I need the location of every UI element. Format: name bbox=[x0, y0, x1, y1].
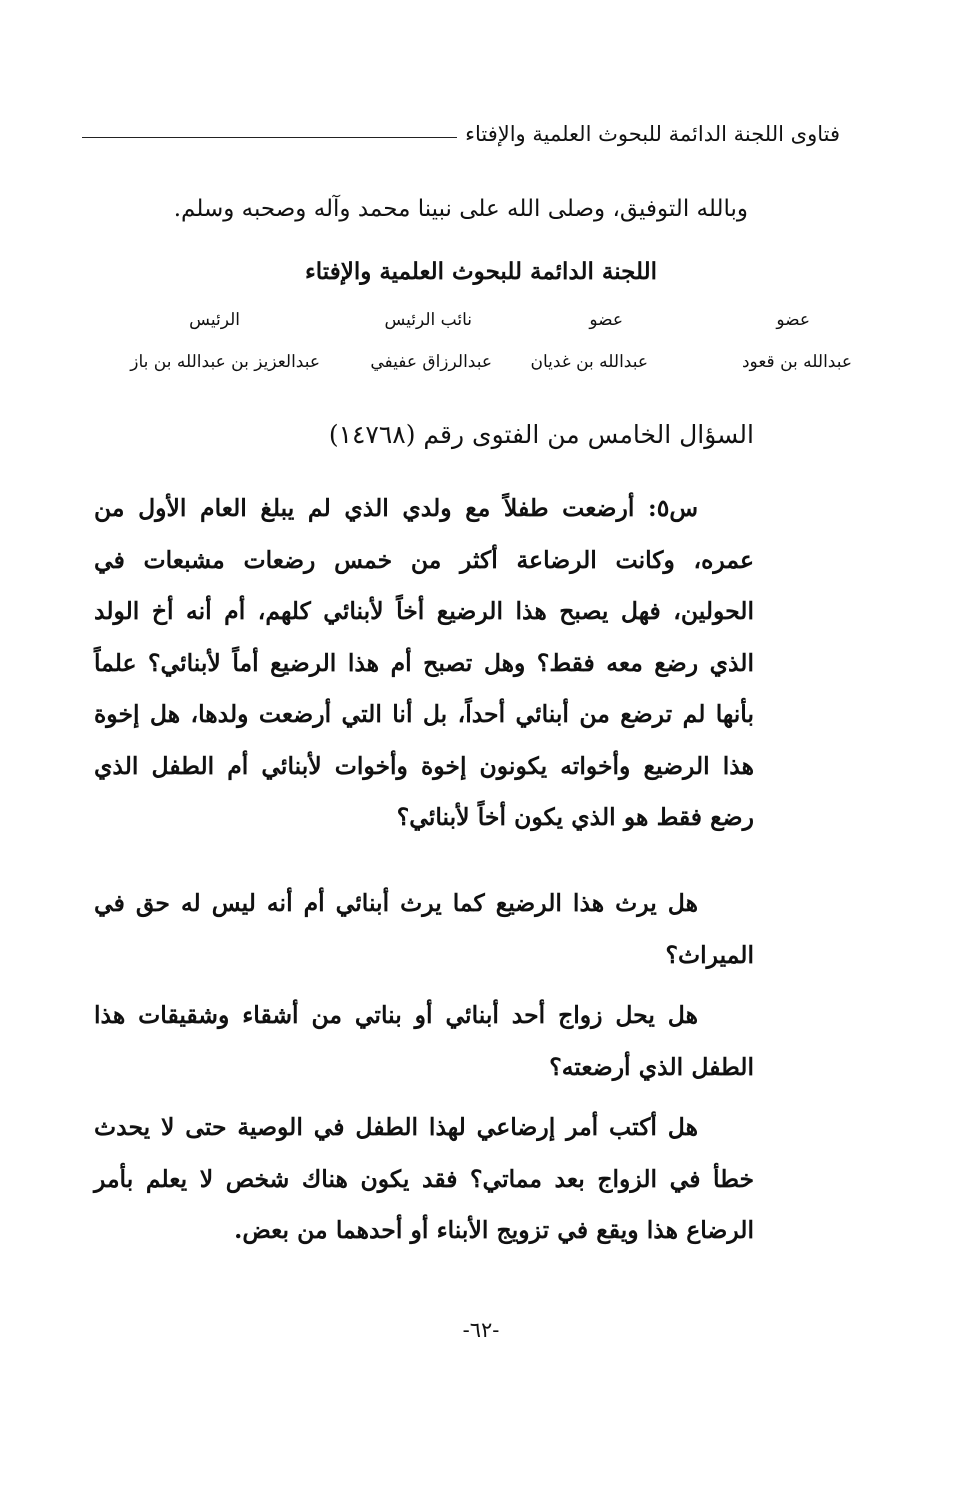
signatory-name: عبدالرزاق عفيفي bbox=[370, 352, 492, 372]
question-heading: السؤال الخامس من الفتوى رقم (١٤٧٦٨) bbox=[328, 420, 754, 449]
signatory-names bbox=[110, 352, 852, 378]
signatory-role: نائب الرئيس bbox=[384, 310, 472, 330]
question-paragraph: س٥: أرضعت طفلاً مع ولدي الذي لم يبلغ العام الأول من عمره، وكانت الرضاعة أكثر من خمس رضعات مشبعات في الحولين، فهل يصبح هذا الرضيع أخاً لأبنائي كلهم، أم أنه أخ الولد الذي رضع معه فقط؟ وهل تصبح أم هذا الرضيع أماً لأبنائي؟ علماً بأنها لم ترضع من أبنائي أحداً، بل أنا التي أرضعت ولدها، هل إخوة هذا الرضيع وأخواته يكونون إخوة وأخوات لأبنائي أم الطفل الذي رضع فقط هو الذي يكون أخاً لأبنائي؟ bbox=[94, 494, 754, 831]
signatory-role: عضو bbox=[776, 310, 810, 330]
header-title: فتاوى اللجنة الدائمة للبحوث العلمية والإفتاء bbox=[465, 122, 840, 146]
page-number: -٦٢- bbox=[462, 1318, 500, 1342]
question-paragraph: هل أكتب أمر إرضاعي لهذا الطفل في الوصية حتى لا يحدث خطأ في الزواج بعد مماتي؟ فقد يكون هناك شخص لا يعلم بأمر الرضاع هذا ويقع في تزويج الأبناء أو أحدهما من بعض. bbox=[94, 1113, 754, 1244]
signatory-name: عبدالعزيز بن عبدالله بن باز bbox=[130, 352, 320, 372]
question-paragraph: هل يحل زواج أحد أبنائي أو بناتي من أشقاء وشقيقات هذا الطفل الذي أرضعته؟ bbox=[94, 1001, 754, 1081]
signatory-role: الرئيس bbox=[189, 310, 240, 330]
header-rule bbox=[82, 137, 457, 138]
signatory-role: عضو bbox=[589, 310, 623, 330]
closing-line: وبالله التوفيق، وصلى الله على نبينا محمد وآله وصحبه وسلم. bbox=[173, 196, 748, 222]
committee-title: اللجنة الدائمة للبحوث العلمية والإفتاء bbox=[304, 258, 658, 285]
signatory-name: عبدالله بن غديان bbox=[530, 352, 648, 372]
signatory-name: عبدالله بن قعود bbox=[741, 352, 852, 372]
question-paragraph: هل يرث هذا الرضيع كما يرث أبنائي أم أنه ليس له حق في الميراث؟ bbox=[94, 889, 754, 969]
signatory-roles bbox=[110, 310, 810, 336]
running-header bbox=[82, 122, 840, 146]
